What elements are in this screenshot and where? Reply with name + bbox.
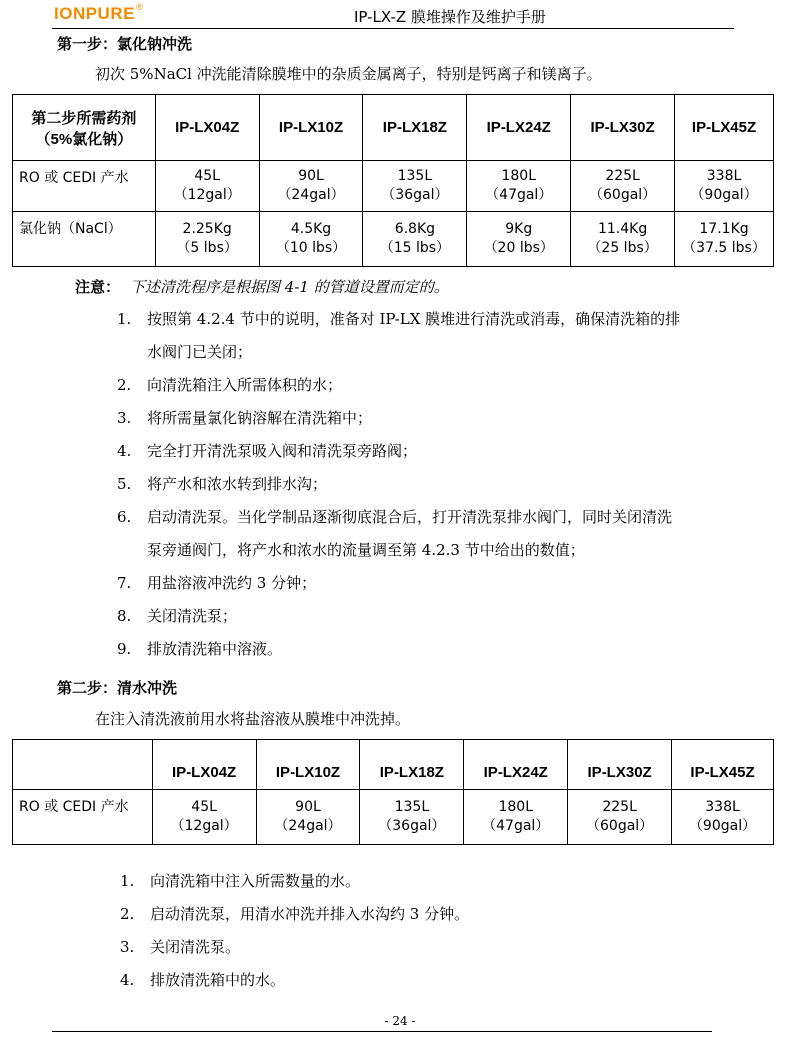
model-header: IP-LX45Z <box>672 740 774 790</box>
table-cell <box>571 161 675 212</box>
cell-value: 45L <box>194 168 220 184</box>
list-item <box>117 605 237 626</box>
table-cell <box>675 161 774 212</box>
list-item <box>117 407 372 428</box>
table-cell <box>259 212 363 267</box>
cell-unit: （47gal） <box>485 187 553 203</box>
cell-unit: （60gal） <box>589 187 657 203</box>
cell-value: 17.1Kg <box>699 221 749 237</box>
ionpure-logo <box>54 4 142 24</box>
cell-unit: （90gal） <box>688 818 757 834</box>
model-header: IP-LX45Z <box>675 95 774 161</box>
table-cell <box>464 790 568 845</box>
cell-unit: （25 lbs） <box>587 240 658 256</box>
registered-mark: ® <box>135 2 144 12</box>
table-cell <box>360 790 464 845</box>
step-number: 5. <box>117 475 132 493</box>
cell-value: 90L <box>298 168 324 184</box>
cell-value: 11.4Kg <box>597 221 648 237</box>
table-cell <box>152 790 256 845</box>
table-cell <box>467 212 571 267</box>
step-text: 启动清洗泵。当化学制品逐渐彻底混合后，打开清洗泵排水阀门，同时关闭清洗 <box>147 508 673 526</box>
cell-unit: （24gal） <box>274 818 342 834</box>
table-cell <box>675 212 774 267</box>
list-item <box>117 572 316 593</box>
table-corner-cell <box>13 95 156 161</box>
cell-value: 6.8Kg <box>394 221 436 237</box>
step2-intro: 在注入清洗液前用水将盐溶液从膜堆中冲洗掉。 <box>95 710 411 728</box>
cell-value: 180L <box>501 168 536 184</box>
list-item <box>120 870 360 891</box>
cell-unit: （10 lbs） <box>275 240 347 256</box>
cell-unit: （20 lbs） <box>483 240 554 256</box>
cell-value: 135L <box>394 799 430 815</box>
step-number: 8. <box>117 607 132 625</box>
table-cell <box>467 161 571 212</box>
logo-text: IONPURE <box>54 4 135 23</box>
list-item <box>117 638 282 659</box>
model-header: IP-LX30Z <box>568 740 672 790</box>
cell-value: 2.25Kg <box>182 221 232 237</box>
list-item <box>117 506 672 527</box>
cell-unit: （36gal） <box>381 187 449 203</box>
step-text: 用盐溶液冲洗约 3 分钟； <box>147 574 317 592</box>
table-cell <box>256 790 360 845</box>
model-header: IP-LX30Z <box>571 95 675 161</box>
corner-line2: （5%氯化钠） <box>35 130 133 148</box>
cell-unit: （12gal） <box>173 187 241 203</box>
cell-unit: （37.5 lbs） <box>682 240 766 256</box>
step-number: 6. <box>117 508 132 526</box>
cell-value: 180L <box>498 799 533 815</box>
step-number: 4. <box>120 971 135 989</box>
model-header: IP-LX10Z <box>256 740 360 790</box>
page-header <box>52 2 734 29</box>
step-number: 3. <box>120 938 135 956</box>
step-text: 按照第 4.2.4 节中的说明，准备对 IP-LX 膜堆进行清洗或消毒，确保清洗箱的排 <box>147 310 681 328</box>
corner-line1: 第二步所需药剂 <box>31 109 137 127</box>
step-text: 排放清洗箱中溶液。 <box>147 640 283 658</box>
row-label: 氯化钠（NaCl） <box>13 212 156 267</box>
cell-unit: （15 lbs） <box>379 240 451 256</box>
list-item <box>117 473 327 494</box>
step2-title: 第二步：清水冲洗 <box>57 679 178 697</box>
step-text: 将所需量氯化钠溶解在清洗箱中； <box>147 409 373 427</box>
row-label: RO 或 CEDI 产水 <box>13 161 156 212</box>
table-cell <box>363 161 467 212</box>
step-number: 1. <box>117 310 132 328</box>
cell-unit: （47gal） <box>482 818 550 834</box>
model-header: IP-LX04Z <box>155 95 259 161</box>
step-text: 关闭清洗泵； <box>147 607 238 625</box>
step-number: 1. <box>120 872 135 890</box>
page-number: - 24 - <box>384 1014 416 1028</box>
cell-value: 9Kg <box>505 221 533 237</box>
document-title: IP-LX-Z 膜堆操作及维护手册 <box>354 8 546 26</box>
step-number: 9. <box>117 640 132 658</box>
table-cell <box>363 212 467 267</box>
step-text: 向清洗箱中注入所需数量的水。 <box>150 872 361 890</box>
cell-value: 338L <box>705 799 740 815</box>
step1-intro: 初次 5%NaCl 冲洗能清除膜堆中的杂质金属离子，特别是钙离子和镁离子。 <box>95 65 602 83</box>
model-header: IP-LX24Z <box>467 95 571 161</box>
list-item <box>120 903 469 924</box>
cell-value: 338L <box>706 168 742 184</box>
table-row <box>13 212 774 267</box>
step-number: 7. <box>117 574 132 592</box>
table-cell <box>259 161 363 212</box>
cell-unit: （60gal） <box>586 818 654 834</box>
table-row <box>13 790 774 845</box>
step-continuation: 泵旁通阀门，将产水和浓水的流量调至第 4.2.3 节中给出的数值； <box>147 541 585 559</box>
note-text: 下述清洗程序是根据图 4-1 的管道设置而定的。 <box>130 278 449 296</box>
cell-unit: （24gal） <box>277 187 345 203</box>
step-text: 向清洗箱注入所需体积的水； <box>147 376 343 394</box>
table-corner-cell <box>13 740 153 790</box>
table-header-row <box>13 95 774 161</box>
list-item <box>117 374 342 395</box>
table-cell <box>672 790 774 845</box>
table-cell <box>568 790 672 845</box>
model-header: IP-LX18Z <box>363 95 467 161</box>
step-text: 排放清洗箱中的水。 <box>150 971 286 989</box>
step-continuation: 水阀门已关闭； <box>147 343 253 361</box>
step-number: 4. <box>117 442 132 460</box>
list-item <box>120 969 285 990</box>
step1-dosage-table <box>12 94 774 267</box>
step-number: 3. <box>117 409 132 427</box>
table-row <box>13 161 774 212</box>
footer-divider <box>52 1031 712 1032</box>
cell-value: 90L <box>295 799 321 815</box>
cell-unit: （5 lbs） <box>176 240 238 256</box>
cell-unit: （36gal） <box>378 818 446 834</box>
model-header: IP-LX10Z <box>259 95 363 161</box>
model-header: IP-LX24Z <box>464 740 568 790</box>
cell-value: 135L <box>397 168 433 184</box>
step-text: 启动清洗泵，用清水冲洗并排入水沟约 3 分钟。 <box>150 905 470 923</box>
list-item <box>117 308 680 329</box>
row-label: RO 或 CEDI 产水 <box>13 790 153 845</box>
cell-value: 225L <box>605 168 640 184</box>
step1-title: 第一步：氯化钠冲洗 <box>57 35 193 53</box>
table-cell <box>155 212 259 267</box>
model-header: IP-LX04Z <box>152 740 256 790</box>
cell-value: 4.5Kg <box>290 221 332 237</box>
note-label: 注意： <box>75 278 121 296</box>
table-cell <box>571 212 675 267</box>
step-text: 完全打开清洗泵吸入阀和清洗泵旁路阀； <box>147 442 418 460</box>
step-text: 关闭清洗泵。 <box>150 938 241 956</box>
cell-value: 225L <box>602 799 637 815</box>
step-number: 2. <box>117 376 132 394</box>
list-item <box>120 936 240 957</box>
list-item <box>117 440 417 461</box>
step-number: 2. <box>120 905 135 923</box>
note <box>75 276 449 297</box>
cell-unit: （90gal） <box>690 187 758 203</box>
table-header-row <box>13 740 774 790</box>
model-header: IP-LX18Z <box>360 740 464 790</box>
step2-water-table <box>12 739 774 845</box>
step-text: 将产水和浓水转到排水沟； <box>147 475 328 493</box>
cell-value: 45L <box>191 799 217 815</box>
cell-unit: （12gal） <box>170 818 238 834</box>
table-cell <box>155 161 259 212</box>
